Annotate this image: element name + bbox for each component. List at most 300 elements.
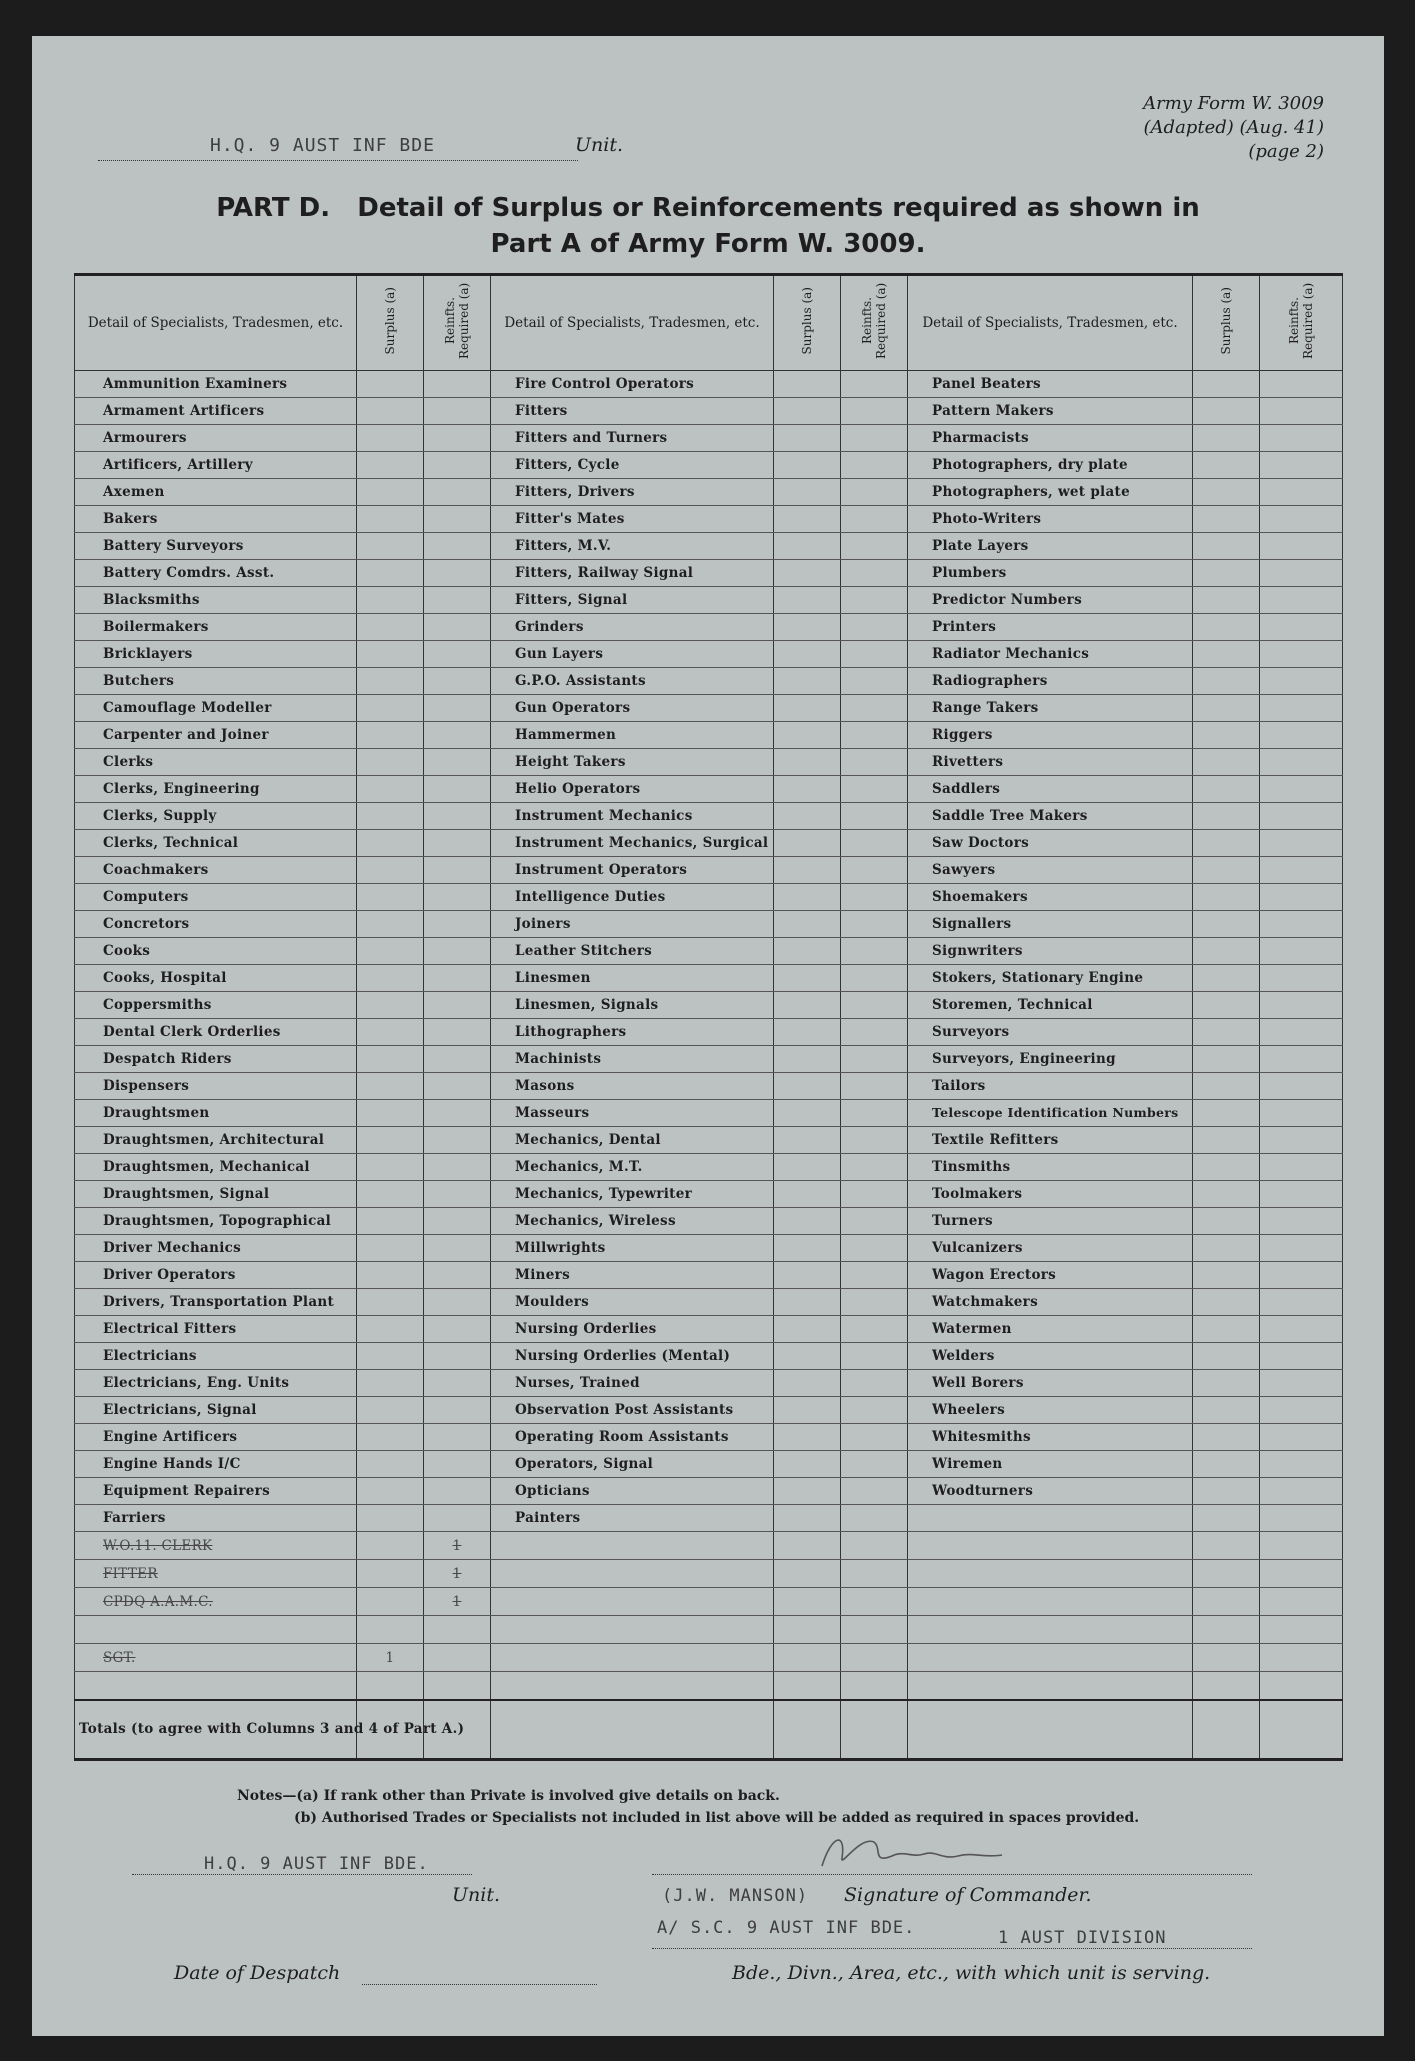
surplus-cell [1193,1370,1260,1397]
trade-name: Instrument Mechanics [491,803,774,830]
table-row [75,1046,1343,1073]
surplus-cell [357,1262,424,1289]
surplus-cell [774,614,841,641]
trade-name: Lithographers [491,1019,774,1046]
surplus-cell [1193,641,1260,668]
reinfts-cell [1260,911,1343,938]
surplus-cell [1193,560,1260,587]
blank-cell [1193,1616,1260,1644]
surplus-cell [1193,1478,1260,1505]
surplus-cell [357,1616,424,1644]
totals-cell [491,1700,774,1760]
surplus-cell [774,1019,841,1046]
reinfts-cell [424,1262,491,1289]
surplus-cell [1193,1289,1260,1316]
trade-name: Height Takers [491,749,774,776]
reinfts-cell [841,857,908,884]
surplus-cell [1193,1235,1260,1262]
header-detail: Detail of Specialists, Tradesmen, etc. [491,275,774,371]
bde-label: Bde., Divn., Area, etc., with which unit is serving. [732,1962,1211,1984]
surplus-cell [774,560,841,587]
trade-name: Predictor Numbers [908,587,1193,614]
reinfts-cell [841,560,908,587]
trade-name: Surveyors [908,1019,1193,1046]
reinfts-cell [424,911,491,938]
blank-cell [908,1560,1193,1588]
table-row [75,1073,1343,1100]
trade-name: Well Borers [908,1370,1193,1397]
trade-name: Clerks, Technical [75,830,357,857]
blank-cell [841,1616,908,1644]
blank-cell [774,1588,841,1616]
reinfts-cell [1260,1397,1343,1424]
trade-name: Engine Artificers [75,1424,357,1451]
trade-name: Masseurs [491,1100,774,1127]
table-row [75,1208,1343,1235]
form-reference-line: (page 2) [1248,141,1324,162]
trade-name: Cooks, Hospital [75,965,357,992]
blank-cell [1260,1672,1343,1700]
trade-name: Watermen [908,1316,1193,1343]
reinfts-cell [1260,1127,1343,1154]
surplus-cell [1193,1181,1260,1208]
reinfts-cell [424,1127,491,1154]
blank-cell [1193,1560,1260,1588]
surplus-cell [357,1100,424,1127]
surplus-cell [357,830,424,857]
reinfts-cell [1260,1451,1343,1478]
reinfts-cell [1260,1073,1343,1100]
table-row [75,1316,1343,1343]
table-row [75,587,1343,614]
surplus-cell [774,992,841,1019]
table-row [75,560,1343,587]
surplus-cell [357,1046,424,1073]
reinfts-cell [841,1127,908,1154]
surplus-cell [774,641,841,668]
reinfts-cell [424,1644,491,1672]
reinfts-cell [424,479,491,506]
trade-name: Fitters and Turners [491,425,774,452]
surplus-cell [357,776,424,803]
table-row [75,884,1343,911]
reinfts-cell [841,668,908,695]
trade-name: Toolmakers [908,1181,1193,1208]
surplus-cell [774,722,841,749]
surplus-cell [357,641,424,668]
trade-name: Plumbers [908,560,1193,587]
reinfts-cell [841,1289,908,1316]
reinfts-cell [424,506,491,533]
surplus-cell [774,1154,841,1181]
reinfts-cell [424,749,491,776]
surplus-cell [1193,884,1260,911]
surplus-cell [357,1370,424,1397]
reinfts-cell [841,965,908,992]
reinfts-cell [424,1208,491,1235]
blank-cell [841,1532,908,1560]
reinfts-cell [1260,722,1343,749]
trade-name: Welders [908,1343,1193,1370]
reinfts-cell [841,1370,908,1397]
surplus-cell [1193,965,1260,992]
trade-name: Saw Doctors [908,830,1193,857]
surplus-cell [1193,938,1260,965]
reinfts-cell [1260,560,1343,587]
trade-name: Shoemakers [908,884,1193,911]
reinfts-cell [841,479,908,506]
trade-name: Instrument Mechanics, Surgical [491,830,774,857]
trade-name: Sawyers [908,857,1193,884]
surplus-cell [357,506,424,533]
reinfts-cell [424,857,491,884]
reinfts-cell [841,1046,908,1073]
reinfts-cell [1260,641,1343,668]
added-entry-row [75,1560,1343,1588]
reinfts-cell [1260,1343,1343,1370]
blank-cell [908,1644,1193,1672]
surplus-cell [357,1397,424,1424]
reinfts-cell [1260,965,1343,992]
trade-name: Radiographers [908,668,1193,695]
trade-name: Masons [491,1073,774,1100]
trade-name: Textile Refitters [908,1127,1193,1154]
trade-name: G.P.O. Assistants [491,668,774,695]
trade-name: Saddlers [908,776,1193,803]
reinfts-cell [841,1424,908,1451]
table-row [75,1154,1343,1181]
reinfts-cell [424,776,491,803]
reinfts-cell [424,1397,491,1424]
surplus-cell [357,803,424,830]
surplus-cell [1193,1208,1260,1235]
trade-name: Fitters, Signal [491,587,774,614]
surplus-cell [774,1451,841,1478]
reinfts-cell [841,398,908,425]
blank-cell [1260,1532,1343,1560]
reinfts-cell [1260,1316,1343,1343]
reinfts-cell [841,1208,908,1235]
reinfts-cell [1260,884,1343,911]
table-row [75,1100,1343,1127]
trade-name: Artificers, Artillery [75,452,357,479]
added-entry-row [75,1588,1343,1616]
added-entry-row [75,1532,1343,1560]
header-reinfts: Reinfts. Required (a) [424,275,491,371]
totals-cell [1193,1700,1260,1760]
reinfts-cell [841,1154,908,1181]
trade-name: Clerks [75,749,357,776]
surplus-cell [357,1505,424,1532]
reinfts-cell [424,1370,491,1397]
unit-label: Unit. [575,134,624,156]
reinfts-cell [841,992,908,1019]
trade-name: Saddle Tree Makers [908,803,1193,830]
reinfts-cell [424,1235,491,1262]
blank-cell [491,1532,774,1560]
table-row [75,1478,1343,1505]
header-surplus: Surplus (a) [1193,275,1260,371]
reinfts-cell [841,776,908,803]
table-row [75,452,1343,479]
surplus-cell [774,533,841,560]
surplus-cell [357,884,424,911]
trade-name: Printers [908,614,1193,641]
trade-name: Hammermen [491,722,774,749]
trade-name: Millwrights [491,1235,774,1262]
trade-name: Fire Control Operators [491,371,774,398]
surplus-cell [774,1235,841,1262]
reinfts-cell [841,587,908,614]
title-line-2: Part A of Army Form W. 3009. [490,229,926,259]
surplus-cell [1193,1424,1260,1451]
surplus-cell [1193,1397,1260,1424]
trade-name: Dispensers [75,1073,357,1100]
trade-name: Clerks, Supply [75,803,357,830]
reinfts-cell [424,1316,491,1343]
trade-name: Tinsmiths [908,1154,1193,1181]
unit-field [98,131,578,161]
trade-name: Electricians, Signal [75,1397,357,1424]
table-row [75,506,1343,533]
header-detail: Detail of Specialists, Tradesmen, etc. [908,275,1193,371]
table-row [75,695,1343,722]
reinfts-cell [1260,1100,1343,1127]
reinfts-cell [1260,857,1343,884]
trade-name: Wheelers [908,1397,1193,1424]
reinfts-cell [1260,1208,1343,1235]
trade-name: Draughtsmen, Architectural [75,1127,357,1154]
trade-name: Wagon Erectors [908,1262,1193,1289]
table-row [75,911,1343,938]
reinfts-cell [424,992,491,1019]
surplus-cell [1193,425,1260,452]
trade-name: Panel Beaters [908,371,1193,398]
reinfts-cell [841,722,908,749]
trade-name: Vulcanizers [908,1235,1193,1262]
surplus-cell [774,371,841,398]
trade-name: Coppersmiths [75,992,357,1019]
reinfts-cell [424,1451,491,1478]
trade-name: Linesmen [491,965,774,992]
trade-name: Joiners [491,911,774,938]
reinfts-cell [424,1616,491,1644]
surplus-cell [357,1073,424,1100]
reinfts-cell [841,1019,908,1046]
surplus-cell [357,1343,424,1370]
trade-name: Riggers [908,722,1193,749]
reinfts-cell [424,1478,491,1505]
table-row [75,1235,1343,1262]
reinfts-cell [1260,452,1343,479]
table-row [75,614,1343,641]
reinfts-cell [424,560,491,587]
reinfts-cell [841,749,908,776]
trade-name: Draughtsmen, Signal [75,1181,357,1208]
reinfts-cell [841,1073,908,1100]
reinfts-cell [424,1100,491,1127]
surplus-cell [357,1532,424,1560]
title-line-1: PART D. Detail of Surplus or Reinforcements required as shown in [216,193,1200,223]
reinfts-cell [1260,1478,1343,1505]
surplus-cell [1193,1154,1260,1181]
trade-name: Farriers [75,1505,357,1532]
trade-name: Surveyors, Engineering [908,1046,1193,1073]
table-row [75,965,1343,992]
trade-name: Clerks, Engineering [75,776,357,803]
trade-name: Plate Layers [908,533,1193,560]
surplus-cell [357,992,424,1019]
trade-name: Cooks [75,938,357,965]
blank-cell [1193,1532,1260,1560]
trade-name: Gun Operators [491,695,774,722]
trade-name: Concretors [75,911,357,938]
surplus-cell [774,1100,841,1127]
trade-name: Telescope Identification Numbers [908,1100,1193,1127]
trade-name: Fitters, Railway Signal [491,560,774,587]
header-reinfts: Reinfts. Required (a) [841,275,908,371]
totals-cell [774,1700,841,1760]
reinfts-cell [424,641,491,668]
trade-name: Draughtsmen, Topographical [75,1208,357,1235]
blank-cell [841,1560,908,1588]
surplus-cell [357,749,424,776]
reinfts-cell [1260,1370,1343,1397]
surplus-cell [357,1588,424,1616]
table-row [75,722,1343,749]
blank-cell [1193,1672,1260,1700]
trade-name: Computers [75,884,357,911]
header-surplus: Surplus (a) [774,275,841,371]
surplus-cell [774,1262,841,1289]
trade-name: Carpenter and Joiner [75,722,357,749]
blank-cell [908,1588,1193,1616]
footer-unit-line [132,1874,472,1875]
reinfts-cell [841,533,908,560]
surplus-cell [774,695,841,722]
table-row [75,776,1343,803]
surplus-cell [357,1127,424,1154]
totals-row [75,1700,1343,1760]
reinfts-cell [424,614,491,641]
reinfts-cell [1260,830,1343,857]
blank-cell [491,1644,774,1672]
surplus-cell [774,1316,841,1343]
surplus-cell [774,1478,841,1505]
surplus-cell [774,1208,841,1235]
added-trade-name: FITTER [75,1560,357,1588]
surplus-cell [357,533,424,560]
reinfts-cell [841,1181,908,1208]
reinfts-cell [1260,1181,1343,1208]
table-row [75,371,1343,398]
blank-cell [774,1616,841,1644]
added-trade-name: CPDQ A.A.M.C. [75,1588,357,1616]
surplus-cell [1193,803,1260,830]
surplus-cell [1193,614,1260,641]
signature-label: Signature of Commander. [844,1884,1092,1906]
trade-name: Instrument Operators [491,857,774,884]
reinfts-cell [1260,1019,1343,1046]
reinfts-cell [841,1397,908,1424]
surplus-cell [1193,1451,1260,1478]
surplus-cell [774,911,841,938]
surplus-cell [774,938,841,965]
trade-name: Operators, Signal [491,1451,774,1478]
reinfts-cell [1260,371,1343,398]
reinfts-cell [1260,938,1343,965]
table-row [75,641,1343,668]
surplus-cell [357,911,424,938]
trade-name: Linesmen, Signals [491,992,774,1019]
surplus-cell [1193,857,1260,884]
trade-name: Radiator Mechanics [908,641,1193,668]
form-reference-line: Army Form W. 3009 [1143,93,1324,114]
reinfts-cell [1260,1154,1343,1181]
surplus-cell [774,776,841,803]
trade-name: Mechanics, Dental [491,1127,774,1154]
reinfts-cell [1260,749,1343,776]
trade-name: Fitters, Drivers [491,479,774,506]
added-trade-name [75,1616,357,1644]
surplus-cell [1193,1100,1260,1127]
note-b: (b) Authorised Trades or Specialists not included in list above will be added as required in spaces provided. [294,1810,1140,1826]
reinfts-cell [424,803,491,830]
reinfts-cell [841,911,908,938]
surplus-cell [357,1478,424,1505]
reinfts-cell [424,1672,491,1700]
surplus-cell [774,1424,841,1451]
surplus-cell [357,560,424,587]
trade-name: Watchmakers [908,1289,1193,1316]
reinfts-cell [1260,695,1343,722]
reinfts-cell [424,398,491,425]
reinfts-cell [424,1343,491,1370]
reinfts-cell [841,1316,908,1343]
reinfts-cell [1260,992,1343,1019]
surplus-cell [774,1181,841,1208]
trade-name: Draughtsmen, Mechanical [75,1154,357,1181]
trade-name: Fitters [491,398,774,425]
reinfts-cell [1260,803,1343,830]
reinfts-cell [841,1100,908,1127]
blank-cell [774,1532,841,1560]
surplus-cell [1193,830,1260,857]
blank-cell [841,1644,908,1672]
surplus-cell [1193,587,1260,614]
commander-typed: (J.W. MANSON) [662,1886,809,1906]
table-row [75,749,1343,776]
surplus-cell [1193,1316,1260,1343]
trade-name: Pattern Makers [908,398,1193,425]
surplus-cell [774,425,841,452]
table-row [75,830,1343,857]
blank-cell [491,1672,774,1700]
added-entry-row [75,1644,1343,1672]
trade-name: Woodturners [908,1478,1193,1505]
surplus-cell [357,1560,424,1588]
reinfts-cell [424,1073,491,1100]
reinfts-cell [841,830,908,857]
surplus-cell [357,1672,424,1700]
reinfts-cell [841,506,908,533]
division-line [652,1948,1252,1949]
reinfts-cell [424,587,491,614]
trade-name: Mechanics, M.T. [491,1154,774,1181]
surplus-cell [1193,695,1260,722]
surplus-cell [774,857,841,884]
surplus-cell [1193,911,1260,938]
